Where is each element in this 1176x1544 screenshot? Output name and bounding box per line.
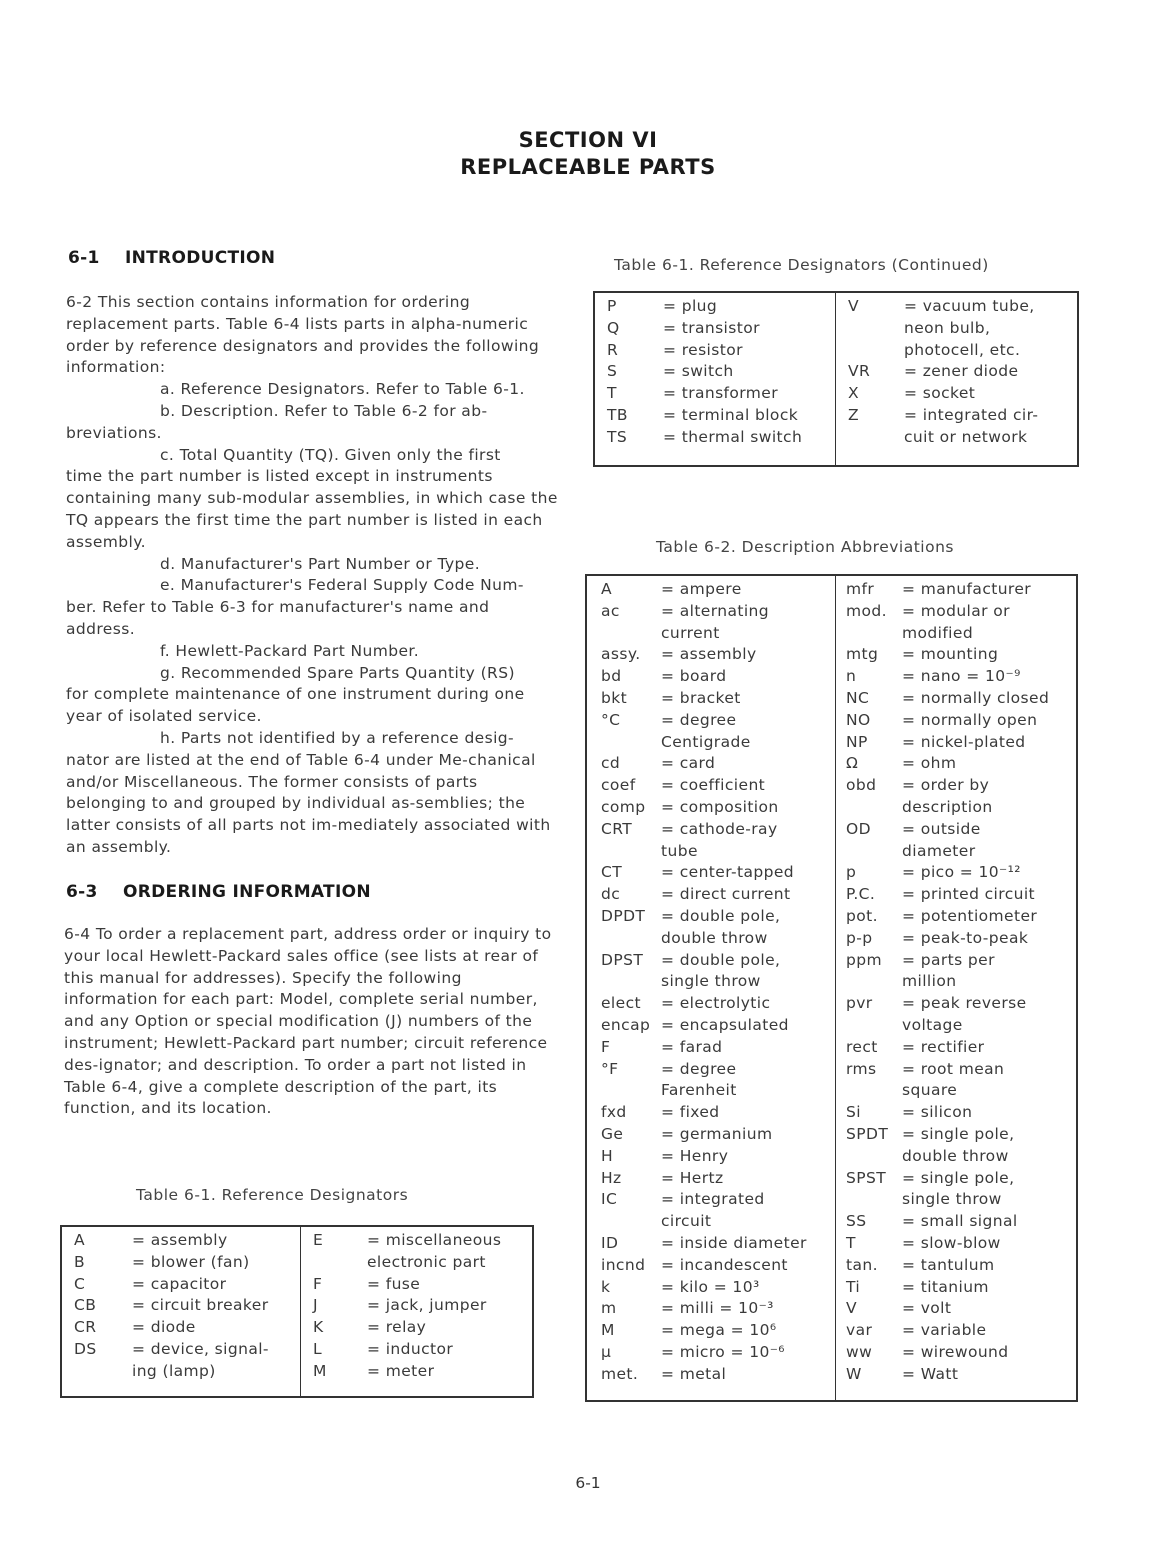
table-entry [846, 753, 1076, 775]
table-entry [846, 906, 1076, 928]
entry-code: cd [601, 754, 621, 773]
intro-paragraph: ber. Refer to Table 6-3 for manufacturer's name and address. [66, 598, 490, 638]
intro-paragraph: c. Total Quantity (TQ). Given only the first [160, 445, 501, 464]
entry-description: = plug [663, 297, 718, 315]
table61cont-col1 [595, 293, 835, 465]
entry-code: comp [601, 797, 646, 816]
entry-code: obd [846, 776, 877, 795]
entry-description: = diode [132, 1318, 196, 1337]
entry-code: Z [848, 405, 860, 424]
entry-code: tan. [846, 1255, 878, 1274]
table-entry [601, 753, 835, 775]
table-entry [846, 884, 1076, 906]
table61 [60, 1225, 534, 1398]
entry-description: = ohm [902, 754, 957, 773]
entry-code: rms [846, 1059, 877, 1078]
table-entry [846, 601, 1076, 645]
entry-code: SPDT [846, 1124, 889, 1143]
table-entry [74, 1252, 300, 1274]
table-entry [601, 906, 835, 950]
entry-code: DPST [601, 950, 644, 969]
intro-paragraph: f. Hewlett-Packard Part Number. [160, 641, 420, 660]
table-entry [846, 1124, 1076, 1168]
entry-description: = milli = 10⁻³ [661, 1299, 774, 1318]
table-entry [601, 1037, 835, 1059]
entry-description: = volt [902, 1299, 952, 1318]
intro-heading-text: INTRODUCTION [125, 248, 276, 268]
entry-description: = device, signal- ing (lamp) [132, 1339, 269, 1380]
ordering-paragraph: 6-4 To order a replacement part, address order or inquiry to your local Hewlett-Packard sales office (see lists at rear of this manual for addresses). Specify the following information for each part: Model, complete serial number, and any Option or special modification (J) numbers of the instrument; Hewlett-Packard part number; circuit reference des-ignator; and description. To order a part not listed in Table 6-4, give a complete description of the part, its function, and its location. [64, 925, 552, 1118]
entry-description: = direct current [661, 885, 791, 904]
entry-description: = assembly [661, 645, 757, 664]
intro-heading [68, 248, 275, 268]
entry-code: incnd [601, 1255, 646, 1274]
table-entry [846, 1320, 1076, 1342]
entry-code: V [846, 1299, 858, 1318]
entry-description: = switch [663, 362, 734, 381]
entry-description: = peak reverse voltage [902, 994, 1027, 1034]
section-name: REPLACEABLE PARTS [460, 155, 716, 179]
table-entry [846, 1298, 1076, 1320]
page-number: 6-1 [575, 1474, 601, 1492]
table-entry [846, 1168, 1076, 1212]
entry-code: X [848, 384, 860, 403]
entry-code: TS [607, 427, 628, 446]
table-entry [601, 775, 835, 797]
entry-code: IC [601, 1190, 618, 1209]
table-entry [313, 1317, 532, 1339]
entry-description: = nickel-plated [902, 732, 1026, 751]
table-entry [607, 427, 835, 449]
entry-code: DS [74, 1339, 97, 1358]
table62 [585, 574, 1078, 1402]
intro-paragraph: e. Manufacturer's Federal Supply Code Num- [160, 576, 524, 595]
table-entry [846, 732, 1076, 754]
entry-description: = pico = 10⁻¹² [902, 863, 1021, 882]
entry-code: met. [601, 1364, 639, 1383]
entry-code: coef [601, 776, 636, 795]
entry-description: = cathode-ray tube [661, 819, 778, 860]
table-entry [846, 993, 1076, 1037]
table-entry [313, 1361, 532, 1383]
intro-paragraph: b. Description. Refer to Table 6-2 for ab- [160, 401, 488, 420]
entry-code: Ge [601, 1124, 624, 1143]
table62-col2 [835, 576, 1076, 1400]
entry-description: = zener diode [904, 362, 1019, 381]
intro-body [66, 292, 562, 859]
entry-description: = peak-to-peak [902, 928, 1029, 947]
entry-code: SPST [846, 1168, 887, 1187]
table-entry [74, 1317, 300, 1339]
entry-description: = integrated circuit [661, 1190, 765, 1231]
entry-description: = composition [661, 797, 779, 816]
table-entry [601, 1059, 835, 1103]
table-entry [601, 666, 835, 688]
table61-col1 [62, 1227, 300, 1396]
entry-code: ac [601, 601, 620, 620]
entry-description: = variable [902, 1321, 987, 1340]
entry-description: = wirewound [902, 1342, 1009, 1361]
table-entry [846, 1255, 1076, 1277]
entry-code: rect [846, 1037, 878, 1056]
table-entry [846, 775, 1076, 819]
table-entry [313, 1274, 532, 1296]
table-entry [846, 1102, 1076, 1124]
table-entry [607, 361, 835, 383]
entry-code: P.C. [846, 885, 876, 904]
entry-code: ppm [846, 950, 882, 969]
entry-code: K [313, 1318, 324, 1337]
table-entry [846, 666, 1076, 688]
table-entry [601, 1233, 835, 1255]
table-entry [601, 688, 835, 710]
table-entry [846, 1233, 1076, 1255]
table-entry [846, 1059, 1076, 1103]
entry-code: Ω [846, 754, 859, 773]
entry-code: p-p [846, 928, 873, 947]
entry-code: J [313, 1296, 318, 1315]
entry-code: W [846, 1364, 862, 1383]
entry-code: H [601, 1146, 614, 1165]
intro-paragraph: time the part number is listed except in instruments containing many sub-modular assemblies, in which case the TQ appears the first time the part number is listed in each assembly. [66, 467, 558, 551]
table61-caption: Table 6-1. Reference Designators [136, 1186, 409, 1204]
ordering-heading-number: 6-3 [66, 882, 98, 902]
entry-description: = outside diameter [902, 819, 981, 860]
entry-code: A [601, 580, 613, 598]
entry-description: = normally closed [902, 688, 1050, 707]
entry-description: = potentiometer [902, 906, 1038, 925]
table-entry [601, 1146, 835, 1168]
entry-description: = tantulum [902, 1255, 995, 1274]
table-entry [846, 1277, 1076, 1299]
entry-code: encap [601, 1015, 651, 1034]
table-entry [313, 1230, 532, 1274]
entry-code: bd [601, 667, 622, 686]
intro-paragraph: d. Manufacturer's Part Number or Type. [160, 554, 481, 573]
entry-code: C [74, 1274, 86, 1293]
entry-code: CR [74, 1318, 97, 1337]
entry-description: = integrated cir- cuit or network [904, 405, 1039, 446]
table-entry [846, 644, 1076, 666]
table-entry [601, 1298, 835, 1320]
table-entry [601, 1277, 835, 1299]
entry-code: E [313, 1231, 324, 1249]
intro-heading-number: 6-1 [68, 248, 100, 268]
entry-description: = circuit breaker [132, 1296, 269, 1315]
table-entry [846, 688, 1076, 710]
table-entry [607, 383, 835, 405]
entry-code: mfr [846, 580, 875, 598]
table-entry [601, 884, 835, 906]
table-entry [601, 1364, 835, 1386]
table-entry [846, 819, 1076, 863]
entry-code: S [607, 362, 618, 381]
entry-description: = ampere [661, 580, 742, 598]
table62-col1 [587, 576, 835, 1400]
entry-code: Ti [846, 1277, 861, 1296]
entry-code: CB [74, 1296, 97, 1315]
table61-col2 [300, 1227, 532, 1396]
entry-description: = micro = 10⁻⁶ [661, 1342, 785, 1361]
table-entry [607, 405, 835, 427]
table-entry [74, 1295, 300, 1317]
entry-description: = resistor [663, 340, 743, 359]
entry-code: T [846, 1233, 856, 1252]
entry-code: M [313, 1361, 327, 1380]
entry-code: F [601, 1037, 611, 1056]
entry-code: var [846, 1321, 873, 1340]
table-entry [601, 950, 835, 994]
section-number: SECTION VI [518, 128, 658, 152]
entry-code: pvr [846, 994, 873, 1013]
entry-description: = relay [367, 1318, 427, 1337]
entry-code: pot. [846, 906, 878, 925]
entry-description: = order by description [902, 776, 993, 816]
table-entry [607, 340, 835, 362]
intro-paragraph: for complete maintenance of one instrument during one year of isolated service. [66, 685, 525, 726]
entry-description: = alternating current [661, 601, 770, 642]
entry-description: = printed circuit [902, 885, 1036, 904]
entry-description: = degree Centigrade [661, 710, 751, 751]
table-entry [313, 1295, 532, 1317]
entry-description: = Henry [661, 1146, 729, 1165]
table-entry [607, 318, 835, 340]
entry-description: = Watt [902, 1364, 959, 1383]
table-entry [846, 862, 1076, 884]
entry-description: = double pole, double throw [661, 906, 781, 947]
intro-paragraph: g. Recommended Spare Parts Quantity (RS) [160, 663, 515, 682]
table-entry [601, 1102, 835, 1124]
entry-code: ID [601, 1233, 619, 1252]
entry-code: NC [846, 688, 870, 707]
table-entry [601, 710, 835, 754]
entry-code: k [601, 1277, 611, 1296]
entry-description: = capacitor [132, 1274, 227, 1293]
entry-description: = jack, jumper [367, 1296, 487, 1315]
entry-description: = mega = 10⁶ [661, 1321, 777, 1340]
table-entry [846, 1037, 1076, 1059]
entry-description: = nano = 10⁻⁹ [902, 667, 1021, 686]
entry-description: = vacuum tube, neon bulb, photocell, etc. [904, 297, 1035, 359]
table-entry [848, 383, 1077, 405]
table-entry [601, 1168, 835, 1190]
entry-description: = metal [661, 1364, 727, 1383]
entry-code: μ [601, 1342, 612, 1361]
intro-paragraph: a. Reference Designators. Refer to Table 6-1. [160, 380, 525, 399]
table-entry [601, 1255, 835, 1277]
entry-description: = card [661, 754, 716, 773]
entry-code: V [848, 297, 860, 315]
entry-description: = slow-blow [902, 1233, 1001, 1252]
entry-code: °F [601, 1059, 619, 1078]
ordering-body [64, 924, 554, 1120]
entry-description: = degree Farenheit [661, 1059, 737, 1100]
entry-description: = fixed [661, 1103, 720, 1122]
table-entry [846, 1364, 1076, 1386]
entry-description: = titanium [902, 1277, 989, 1296]
table-entry [601, 1189, 835, 1233]
entry-code: Hz [601, 1168, 622, 1187]
entry-description: = modular or modified [902, 601, 1010, 642]
table-entry [313, 1339, 532, 1361]
table62-caption: Table 6-2. Description Abbreviations [656, 538, 954, 556]
entry-code: mod. [846, 601, 887, 620]
entry-description: = root mean square [902, 1059, 1005, 1100]
entry-code: CT [601, 863, 623, 882]
entry-code: ww [846, 1342, 873, 1361]
table-entry [74, 1230, 300, 1252]
table-entry [846, 579, 1076, 601]
entry-description: = single pole, double throw [902, 1124, 1015, 1165]
entry-code: assy. [601, 645, 641, 664]
entry-code: m [601, 1299, 617, 1318]
entry-description: = blower (fan) [132, 1252, 250, 1271]
entry-code: OD [846, 819, 871, 838]
entry-code: SS [846, 1212, 867, 1231]
entry-code: elect [601, 994, 641, 1013]
entry-description: = farad [661, 1037, 723, 1056]
entry-description: = meter [367, 1361, 435, 1380]
entry-description: = center-tapped [661, 863, 795, 882]
ordering-heading [66, 882, 371, 902]
table61cont-col2 [835, 293, 1077, 465]
entry-description: = thermal switch [663, 427, 803, 446]
entry-code: B [74, 1252, 86, 1271]
table-entry [601, 644, 835, 666]
entry-code: bkt [601, 688, 628, 707]
entry-description: = germanium [661, 1124, 773, 1143]
entry-description: = encapsulated [661, 1015, 789, 1034]
entry-code: A [74, 1231, 86, 1249]
entry-code: CRT [601, 819, 633, 838]
entry-description: = miscellaneous electronic part [367, 1231, 502, 1271]
entry-description: = terminal block [663, 405, 799, 424]
entry-code: T [607, 384, 617, 403]
entry-description: = silicon [902, 1103, 973, 1122]
table-entry [607, 296, 835, 318]
table-entry [848, 296, 1077, 361]
table-entry [601, 993, 835, 1015]
table-entry [601, 1320, 835, 1342]
entry-code: VR [848, 362, 871, 381]
table-entry [846, 1342, 1076, 1364]
entry-code: n [846, 667, 857, 686]
entry-code: P [607, 297, 617, 315]
entry-code: fxd [601, 1103, 627, 1122]
table-entry [601, 1015, 835, 1037]
entry-description: = bracket [661, 688, 741, 707]
entry-code: M [601, 1321, 615, 1340]
entry-code: DPDT [601, 906, 646, 925]
entry-description: = inside diameter [661, 1233, 807, 1252]
entry-code: °C [601, 710, 621, 729]
entry-description: = small signal [902, 1212, 1018, 1231]
entry-description: = manufacturer [902, 580, 1032, 598]
entry-description: = parts per million [902, 950, 995, 991]
entry-description: = mounting [902, 645, 999, 664]
table-entry [846, 950, 1076, 994]
entry-description: = socket [904, 384, 976, 403]
entry-code: F [313, 1274, 323, 1293]
entry-description: = board [661, 667, 727, 686]
table-entry [74, 1339, 300, 1383]
entry-code: mtg [846, 645, 879, 664]
table-entry [601, 1342, 835, 1364]
table-entry [601, 797, 835, 819]
entry-description: = assembly [132, 1231, 228, 1249]
entry-description: = double pole, single throw [661, 950, 781, 991]
table61cont [593, 291, 1079, 467]
table-entry [601, 601, 835, 645]
table-entry [848, 405, 1077, 449]
intro-paragraph: nator are listed at the end of Table 6-4 under Me-chanical and/or Miscellaneous. The former consists of parts belonging to and grouped by individual as-semblies; the latter consists of all parts not im-mediately associated with an assembly. [66, 750, 551, 856]
entry-code: dc [601, 885, 621, 904]
entry-description: = transistor [663, 318, 760, 337]
entry-description: = single pole, single throw [902, 1168, 1015, 1209]
table-entry [846, 710, 1076, 732]
table-entry [601, 862, 835, 884]
entry-description: = inductor [367, 1339, 454, 1358]
entry-code: Q [607, 318, 620, 337]
entry-code: R [607, 340, 619, 359]
entry-description: = electrolytic [661, 994, 771, 1013]
intro-paragraph: 6-2 This section contains information for ordering replacement parts. Table 6-4 lists parts in alpha-numeric order by reference designators and provides the following information: [66, 293, 540, 377]
table-entry [848, 361, 1077, 383]
intro-paragraph: h. Parts not identified by a reference desig- [160, 728, 515, 747]
entry-description: = coefficient [661, 776, 766, 795]
entry-description: = fuse [367, 1274, 421, 1293]
entry-code: p [846, 863, 857, 882]
ordering-heading-text: ORDERING INFORMATION [123, 882, 371, 902]
intro-paragraph: breviations. [66, 423, 162, 442]
entry-code: L [313, 1339, 323, 1358]
table-entry [601, 579, 835, 601]
entry-description: = incandescent [661, 1255, 788, 1274]
entry-description: = normally open [902, 710, 1038, 729]
table-entry [846, 928, 1076, 950]
entry-description: = kilo = 10³ [661, 1277, 760, 1296]
table-entry [74, 1274, 300, 1296]
entry-description: = rectifier [902, 1037, 985, 1056]
table-entry [601, 819, 835, 863]
section-title [0, 128, 1176, 179]
table-entry [601, 1124, 835, 1146]
table61cont-caption: Table 6-1. Reference Designators (Continued) [614, 256, 989, 274]
entry-code: TB [607, 405, 628, 424]
entry-code: Si [846, 1103, 861, 1122]
entry-description: = Hertz [661, 1168, 724, 1187]
entry-code: NO [846, 710, 871, 729]
entry-code: NP [846, 732, 868, 751]
entry-description: = transformer [663, 384, 779, 403]
table-entry [846, 1211, 1076, 1233]
